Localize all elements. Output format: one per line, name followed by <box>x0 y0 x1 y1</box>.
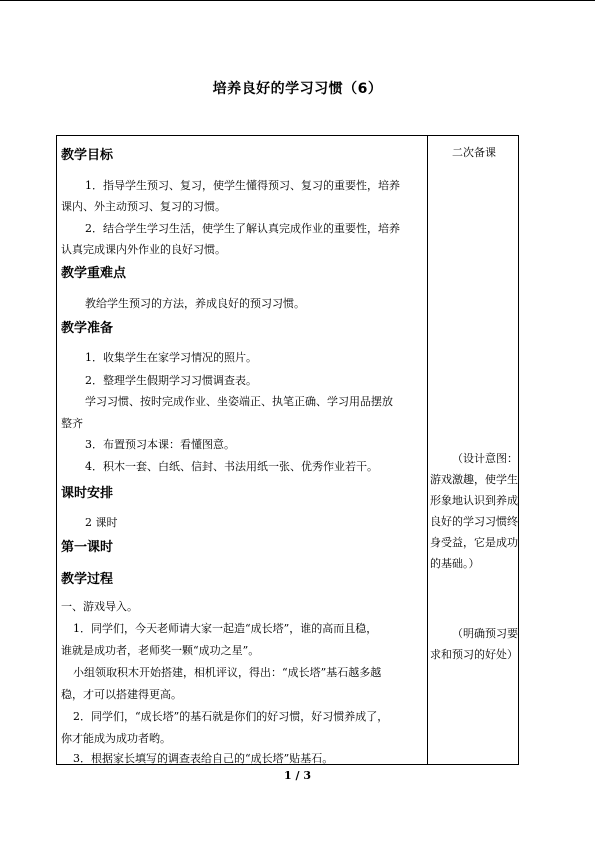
page-number: 1 / 3 <box>284 769 311 782</box>
process-line: 小组领取积木开始搭建，相机评议，得出：“成长塔”基石越多越 <box>73 666 382 679</box>
goal-line: 课内、外主动预习、复习的习惯。 <box>61 200 226 213</box>
prep-line: 1．收集学生在家学习情况的照片。 <box>85 351 257 364</box>
goal-heading: 教学目标 <box>61 148 114 163</box>
design-note: （设计意图：游戏激趣，使学生形象地认识到养成良好的学习习惯终身受益，它是成功的基础。） <box>430 452 518 570</box>
lesson-heading: 第一课时 <box>61 540 114 555</box>
process-line: 稳，才可以搭建得更高。 <box>61 688 182 701</box>
process-line: 2．同学们，“成长塔”的基石就是你们的好习惯，好习惯养成了， <box>73 710 389 723</box>
goal-line: 认真完成课内外作业的良好习惯。 <box>61 243 226 256</box>
process-line: 你才能成为成功者哟。 <box>61 732 171 745</box>
process-line: 1．同学们，今天老师请大家一起造“成长塔”，谁的高而且稳， <box>73 622 378 635</box>
prep-line: 学习习惯、按时完成作业、坐姿端正、执笔正确、学习用品摆放 <box>85 395 393 408</box>
process-heading: 教学过程 <box>61 572 114 587</box>
top-rule <box>0 0 595 1</box>
prep-line: 3．布置预习本课：看懂图意。 <box>85 438 235 451</box>
column-divider <box>427 136 428 764</box>
time-heading: 课时安排 <box>61 486 114 501</box>
key-text: 教给学生预习的方法，养成良好的预习习惯。 <box>85 297 305 310</box>
process-line: 一、游戏导入。 <box>61 600 138 613</box>
process-line: 谁就是成功者，老师奖一颗“成功之星”。 <box>61 644 260 657</box>
key-heading: 教学重难点 <box>61 266 127 281</box>
prep-line: 整齐 <box>61 417 83 430</box>
time-text: 2 课时 <box>85 516 118 529</box>
revision-header: 二次备课 <box>452 146 496 159</box>
document-title: 培养良好的学习习惯（6） <box>212 81 383 97</box>
prep-line: 2．整理学生假期学习习惯调查表。 <box>85 374 257 387</box>
preview-note: （明确预习要求和预习的好处） <box>430 627 518 661</box>
goal-line: 1．指导学生预习、复习，使学生懂得预习、复习的重要性，培养 <box>85 179 400 192</box>
prep-heading: 教学准备 <box>61 321 114 336</box>
process-line: 3．根据家长填写的调查表给自己的“成长塔”贴基石。 <box>73 752 334 765</box>
lesson-plan-table <box>56 135 519 765</box>
prep-line: 4．积木一套、白纸、信封、书法用纸一张、优秀作业若干。 <box>85 460 378 473</box>
goal-line: 2．结合学生学习生活，使学生了解认真完成作业的重要性，培养 <box>85 222 400 235</box>
